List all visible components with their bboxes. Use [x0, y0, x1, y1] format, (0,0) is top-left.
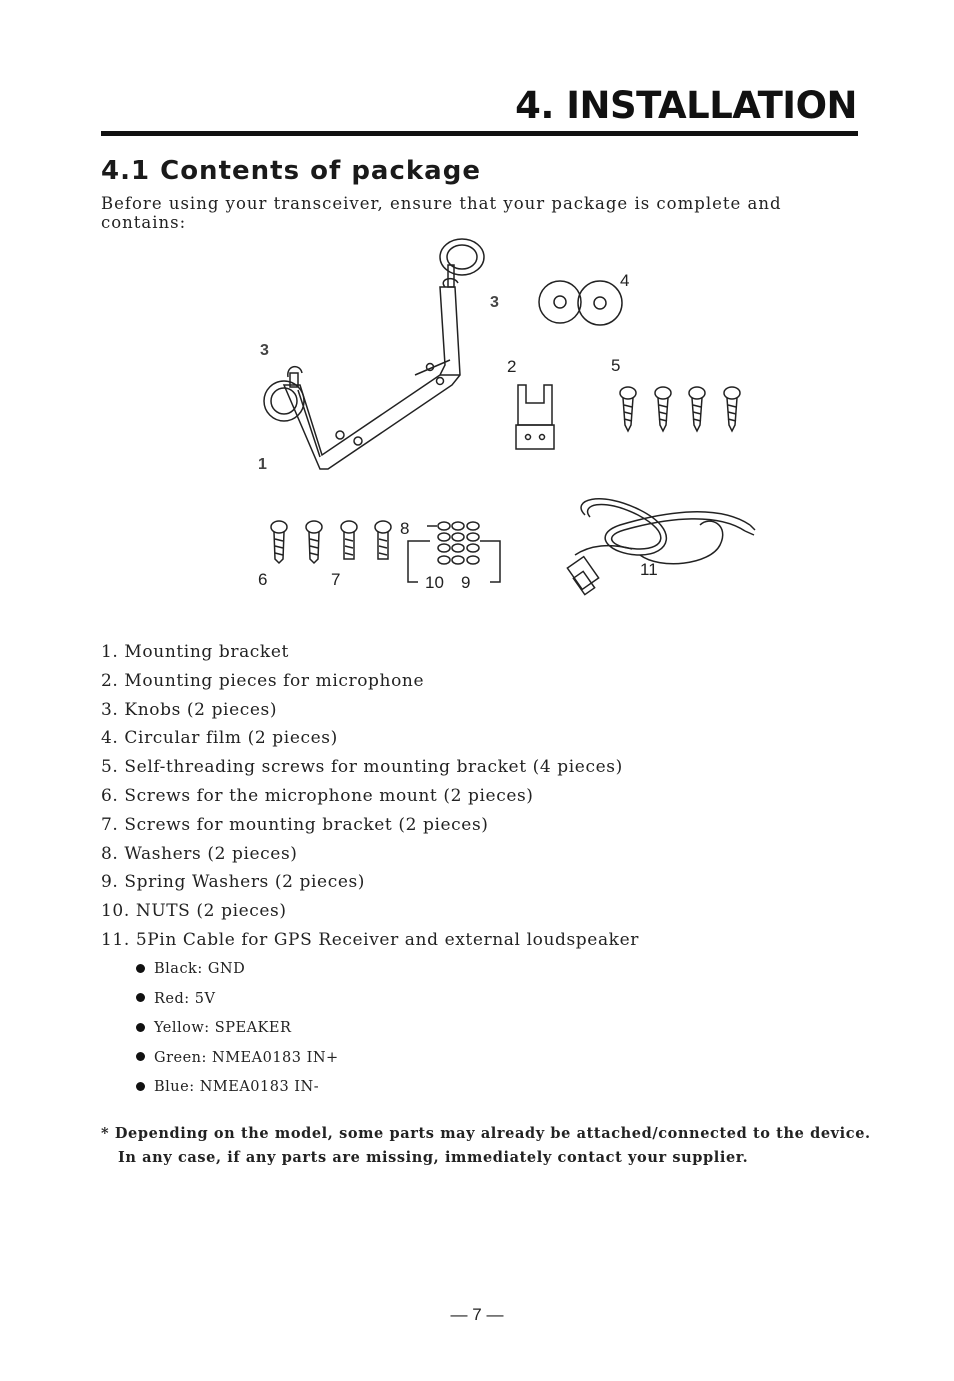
- list-item: 9. Spring Washers (2 pieces): [101, 872, 366, 893]
- callout-11: 11: [640, 560, 658, 579]
- wire-label: Green: NMEA0183 IN+: [154, 1049, 339, 1066]
- section-heading: 4.1 Contents of package: [101, 156, 481, 186]
- list-item: 1. Mounting bracket: [101, 642, 289, 662]
- list-item: 6. Screws for the microphone mount (2 pieces): [101, 785, 534, 806]
- list-item: 3. Knobs (2 pieces): [101, 699, 278, 720]
- callout-1: 1: [258, 456, 267, 473]
- callout-7: 7: [331, 570, 341, 589]
- wire-item: [136, 1075, 339, 1105]
- callout-2: 2: [507, 357, 517, 376]
- callout-3-left: 3: [260, 342, 269, 359]
- callout-4: 4: [620, 271, 630, 290]
- chapter-title: 4. INSTALLATION: [515, 84, 857, 127]
- callout-3-right: 3: [490, 294, 499, 311]
- callout-9: 9: [461, 573, 471, 592]
- callout-5: 5: [611, 356, 621, 375]
- package-contents-illustration: [240, 225, 770, 615]
- note-line-2: In any case, if any parts are missing, immediately contact your supplier.: [118, 1149, 749, 1166]
- page-number: — 7 —: [450, 1305, 504, 1324]
- parts-list: [101, 640, 639, 957]
- self-threading-screws-drawing: [620, 387, 740, 431]
- list-item: 2. Mounting pieces for microphone: [101, 670, 425, 691]
- callout-6: 6: [258, 570, 268, 589]
- wire-item: [136, 957, 339, 987]
- list-item: 11. 5Pin Cable for GPS Receiver and external loudspeaker: [101, 929, 639, 950]
- bullet-icon: [136, 1052, 145, 1061]
- wire-label: Red: 5V: [154, 990, 216, 1007]
- mounting-bracket-drawing: [264, 239, 484, 469]
- microphone-and-bracket-screws-drawing: [271, 521, 391, 563]
- wire-item: [136, 1046, 339, 1076]
- list-item: 5. Self-threading screws for mounting bracket (4 pieces): [101, 757, 623, 778]
- intro-text: Before using your transceiver, ensure that your package is complete and contains:: [101, 194, 782, 232]
- bullet-icon: [136, 993, 145, 1002]
- wire-label: Black: GND: [154, 961, 246, 977]
- list-item: 7. Screws for mounting bracket (2 pieces): [101, 814, 489, 835]
- bullet-icon: [136, 964, 145, 973]
- note-line-1: * Depending on the model, some parts may already be attached/connected to the device.: [101, 1125, 871, 1142]
- bullet-icon: [136, 1082, 145, 1091]
- wire-label: Yellow: SPEAKER: [154, 1020, 292, 1036]
- bullet-icon: [136, 1023, 145, 1032]
- cable-wire-list: [136, 957, 339, 1105]
- five-pin-cable-drawing: [567, 499, 755, 595]
- wire-item: [136, 1016, 339, 1046]
- wire-label: Blue: NMEA0183 IN-: [154, 1079, 320, 1095]
- callout-8: 8: [400, 519, 410, 538]
- title-rule: [101, 131, 858, 136]
- list-item: 10. NUTS (2 pieces): [101, 901, 287, 922]
- list-item: 8. Washers (2 pieces): [101, 843, 298, 864]
- wire-item: [136, 987, 339, 1017]
- washers-and-nuts-drawing: [408, 522, 500, 582]
- list-item: 4. Circular film (2 pieces): [101, 728, 338, 749]
- callout-10: 10: [425, 573, 444, 592]
- package-note: [101, 1122, 871, 1170]
- circular-film-drawing: [539, 281, 622, 325]
- microphone-mount-drawing: [516, 385, 554, 449]
